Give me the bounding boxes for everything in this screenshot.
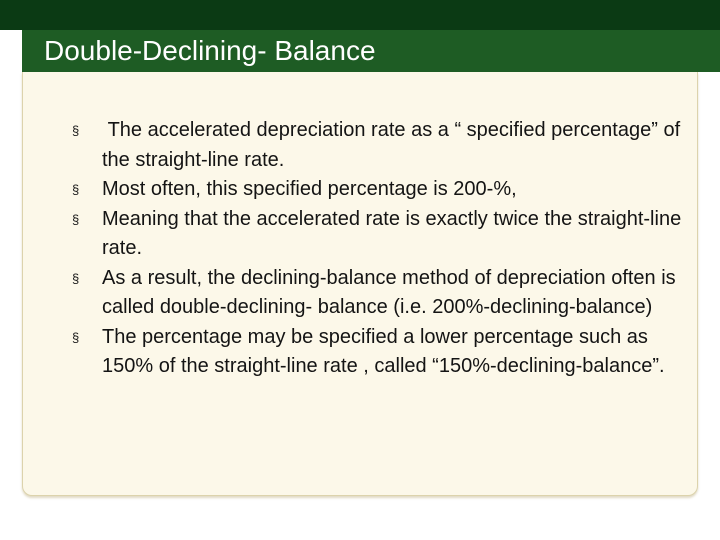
bullet-text: The accelerated depreciation rate as a “ specified percentage” of the straight-line rate. bbox=[102, 119, 686, 171]
bullet-list bbox=[72, 116, 686, 382]
bullet-text: Meaning that the accelerated rate is exactly twice the straight-line rate. bbox=[102, 207, 682, 259]
bullet-text: As a result, the declining-balance method of depreciation often is called double-declining- balance (i.e. 200%-declining-balance) bbox=[102, 266, 676, 318]
bullet-item bbox=[72, 175, 682, 205]
bullet-marker-icon: § bbox=[72, 182, 80, 197]
top-header-strip bbox=[0, 0, 720, 30]
bullet-marker-icon: § bbox=[72, 123, 80, 138]
bullet-item bbox=[72, 264, 682, 323]
bullet-marker-icon: § bbox=[72, 211, 80, 227]
bullet-item bbox=[72, 323, 682, 382]
bullet-text: The percentage may be specified a lower percentage such as 150% of the straight-line rate , called “150%-declining-balance”. bbox=[102, 325, 665, 377]
bullet-item bbox=[72, 205, 682, 264]
bullet-text: Most often, this specified percentage is 200-%, bbox=[102, 178, 517, 200]
slide-title: Double-Declining- Balance bbox=[44, 35, 376, 66]
bullet-marker-icon: § bbox=[72, 329, 80, 345]
bullet-item bbox=[72, 116, 686, 175]
bullet-marker-icon: § bbox=[72, 270, 80, 286]
